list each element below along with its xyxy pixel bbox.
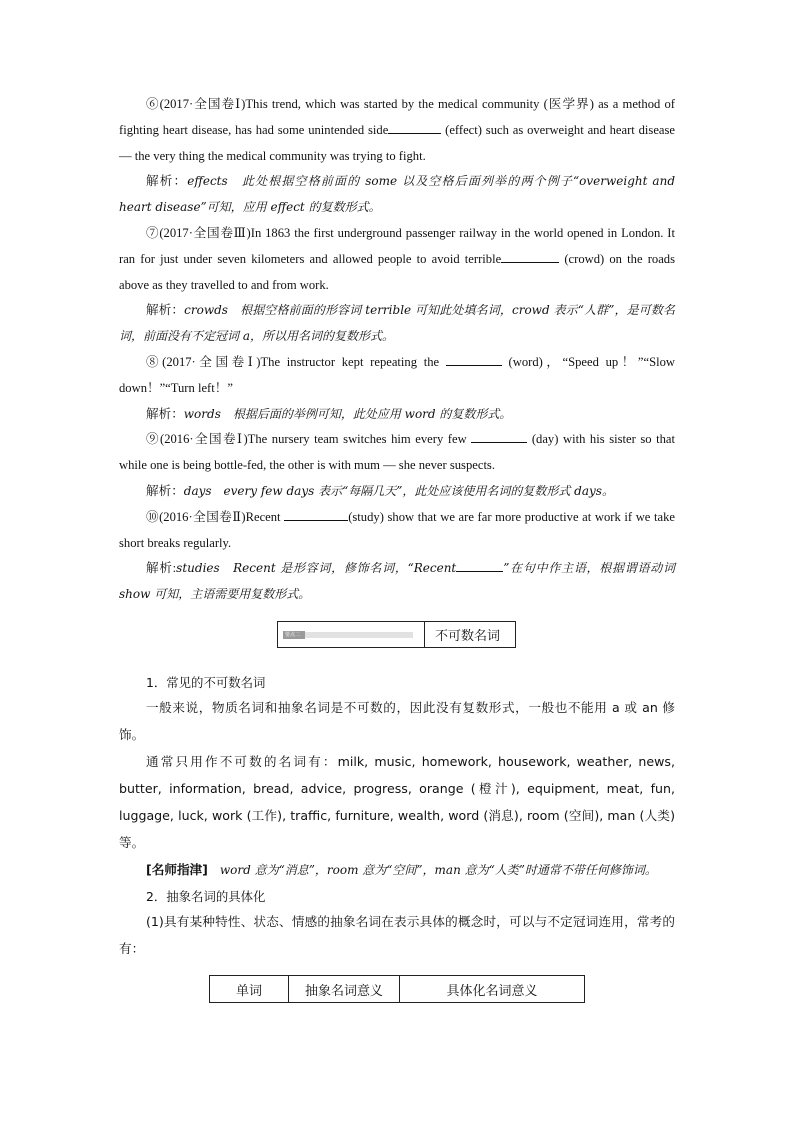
exercise-8-analysis: 解析：words 根据后面的举例可知，此处应用 word 的复数形式。 (146, 406, 512, 421)
answer-blank[interactable] (388, 120, 441, 134)
heading-title: 不可数名词 (435, 629, 501, 644)
exercise-6-analysis: 解析：effects 此处根据空格前面的 some 以及空格后面列举的两个例子“overweight and heart disease”可知，应用 effect 的复数形式。 (119, 174, 675, 215)
section-2-title: 2．抽象名词的具体化 (146, 889, 266, 904)
answer-blank[interactable] (471, 429, 527, 443)
section-1-para-1: 一般来说，物质名词和抽象名词是不可数的，因此没有复数形式，一般也不能用 a 或 an 修饰。 (119, 700, 675, 742)
table-header: 单词 (210, 976, 289, 1003)
exercise-10-question: ⑩(2016·全国卷Ⅱ)Recent (study) show that we are far more productive at work if we take short breaks regularly. (119, 505, 675, 557)
section-2-para-1: (1)具有某种特性、状态、情感的抽象名词在表示具体的概念时，可以与不定冠词连用，常考的有： (119, 914, 675, 956)
answer-blank (456, 558, 503, 572)
exercise-9-analysis: 解析：days every few days 表示“每隔几天”，此处应该使用名词的复数形式 days。 (146, 483, 614, 498)
section-heading (277, 621, 516, 648)
exercise-block (119, 92, 675, 608)
heading-badge: 要点二 (283, 631, 305, 639)
exercise-7-question: ⑦(2017·全国卷Ⅲ)In 1863 the first underground passenger railway in the world opened in London. It ran for just under seven kilometers and allowed people to avoid terrible (crowd) on the roads above as they travelled to and from work. (119, 225, 675, 292)
section-uncountable (119, 672, 675, 962)
heading-banner (278, 622, 425, 647)
answer-blank[interactable] (446, 352, 502, 366)
exercise-10-analysis: 解析:studies Recent 是形容词，修饰名词，“Recent ”在句中作主语，根据谓语动词 show 可知，主语需要用复数形式。 (119, 556, 675, 608)
exercise-8-question: ⑧(2017·全国卷Ⅰ)The instructor kept repeating the (word)，“Speed up！”“Slow down！”“Turn left！” (119, 350, 675, 402)
teacher-note: [名师指津] word 意为“消息”，room 意为“空间”，man 意为“人类”时通常不带任何修饰词。 (146, 862, 657, 877)
exercise-7-analysis: 解析：crowds 根据空格前面的形容词 terrible 可知此处填名词，crowd 表示“人群”，是可数名词，前面没有不定冠词 a，所以用名词的复数形式。 (119, 303, 676, 344)
answer-blank[interactable] (501, 249, 559, 263)
table-header-row (210, 976, 585, 1003)
table-header: 抽象名词意义 (289, 976, 400, 1003)
table-header: 具体化名词意义 (400, 976, 585, 1003)
noun-table (209, 975, 585, 1003)
exercise-9-question: ⑨(2016·全国卷Ⅰ)The nursery team switches him every few (day) with his sister so that while one is being bottle-fed, the other is with mum — she never suspects. (119, 427, 675, 479)
section-1-para-2: 通常只用作不可数的名词有：milk, music, homework, housework, weather, news, butter, information, bread, advice, progress, orange (橙汁), equipment, meat, fun, luggage, luck, work (工作), traffic, furniture, wealth, word (消息), room (空间), man (人类)等。 (119, 754, 675, 850)
answer-blank[interactable] (284, 507, 348, 521)
section-1-title: 1．常见的不可数名词 (146, 675, 266, 690)
exercise-6-question: ⑥(2017·全国卷Ⅰ)This trend, which was started by the medical community (医学界) as a method of fighting heart disease, has had some unintended side (effect) such as overweight and heart disease — the very thing the medical community was trying to fight. (119, 97, 675, 163)
